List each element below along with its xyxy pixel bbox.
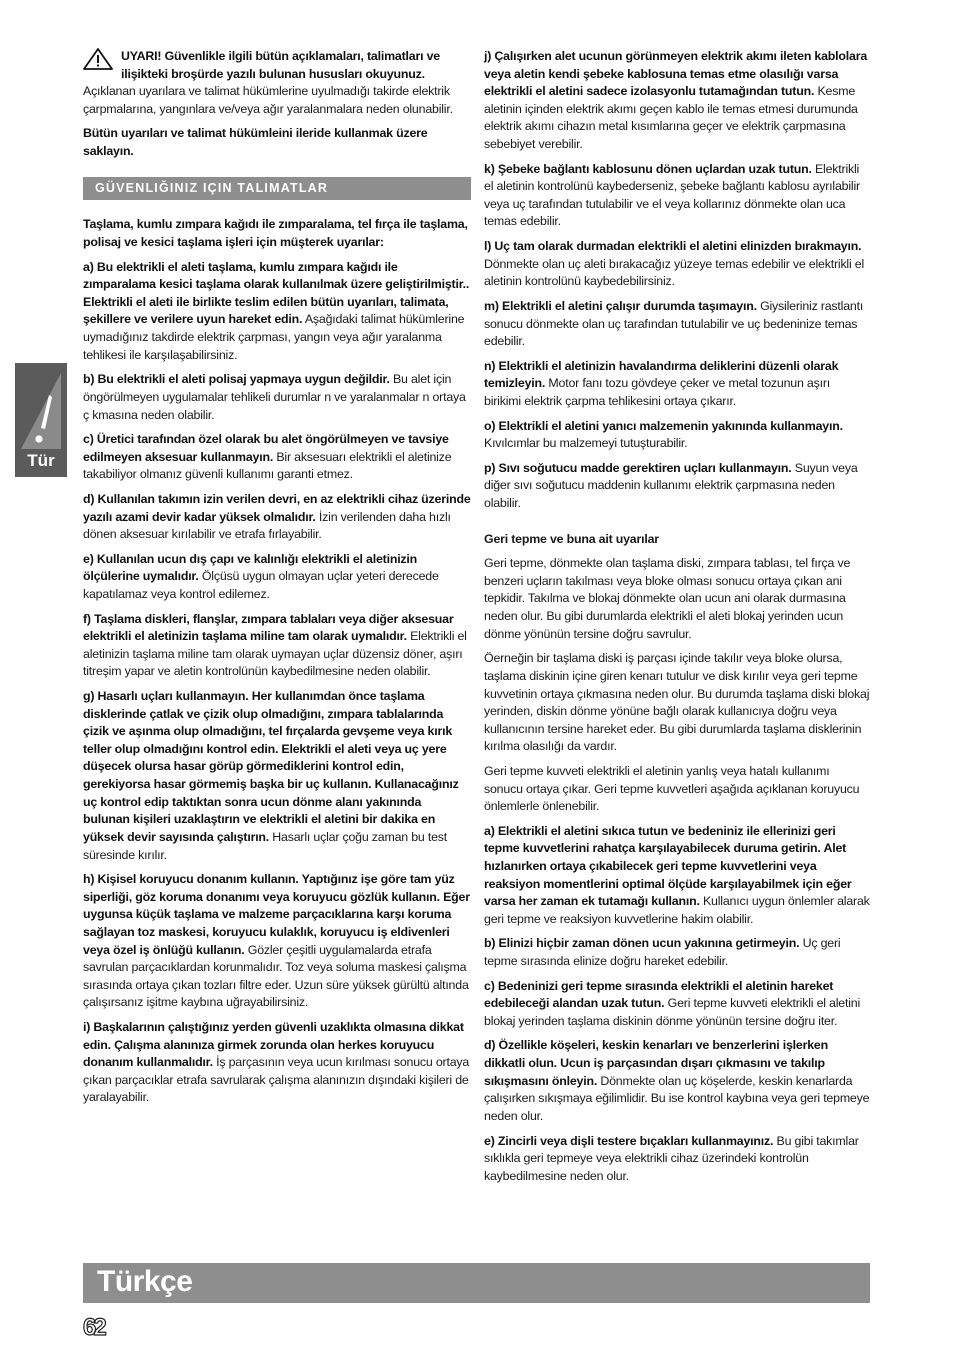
list-item: h) Kişisel koruyucu donanım kullanın. Yaptığınız işe göre tam yüz siperliği, göz koruma donanımı veya koruyucu gözlük kullanın. Eğer uygunsa küçük taşlama ve malzeme parçacıklarına karşı koruma sağlayan toz maskesi, koruyucu kulaklık, koruyucu iş eldivenleri veya özel iş önlüğü kullanın. Gözler çeşitli uygulamalarda etrafa savrulan parçacıklardan korunmalıdır. Toz veya soluma maskesi çalışma sırasında ortaya çıkan tozları filtre eder. Uzun süre yüksek gürültü altında çalışırsanız işitme kaybına uğrayabilirsiniz. <box>83 872 470 1010</box>
list-item: d) Kullanılan takımın izin verilen devri, en az elektrikli cihaz üzerinde yazılı azami devir kadar yüksek olmalıdır. İzin verilenden daha hızlı dönen aksesuar kırılabilir ve etrafa fırlayabilir. <box>83 491 471 542</box>
language-side-tab <box>15 363 67 477</box>
list-item: e) Zincirli veya dişli testere bıçakları kullanmayınız. Bu gibi takımlar sıklıkla geri tepmeye veya elektrikli cihaz üzerindeki kontrolün kaybedilmesine neden olur. <box>484 1133 859 1183</box>
list-item: c) Bedeninizi geri tepme sırasında elektrikli el aletinin hareket edebileceği alandan uzak tutun. Geri tepme kuvveti elektrikli el aletini blokaj yerinden taşlama diskinin dönme yönünün tersine doğru iter. <box>484 978 861 1028</box>
side-tab-label: Tür <box>27 451 55 470</box>
list-item: d) Özellikle köşeleri, keskin kenarları ve benzerlerini işlerken dikkatli olun. Ucun iş parçasından dışarı çıkmasını ve takılıp sıkışmasını önleyin. Dönmekte olan uç köşelerde, keskin kenarlarda çalışırken sıkışmaya eğilimlidir. Bu ise kontrol kaybına veya geri tepmeye neden olur. <box>484 1038 870 1123</box>
warning-block <box>83 48 471 83</box>
list-item: p) Sıvı soğutucu madde gerektiren uçları kullanmayın. Suyun veya diğer sıvı soğutucu maddenin kullanımı elektrik çarpmasına neden olabilir. <box>484 460 858 511</box>
page-number: 62 <box>83 1314 104 1341</box>
right-column <box>484 48 870 1192</box>
intro-text: Taşlama, kumlu zımpara kağıdı ile zımparalama, tel fırça ile taşlama, polisaj ve kesici taşlama işleri için müşterek uyarılar: <box>83 217 468 250</box>
list-item: a) Bu elektrikli el aleti taşlama, kumlu zımpara kağıdı ile zımparalama kesici taşlama olarak kullanılmak üzere geliştirilmiştir.. Elektrikli el aleti ile birlikte teslim edilen bütün uyarıları, talimata, şekillere ve verilere uyun hareket edin. Aşağıdaki talimat hükümlerine uymadığınız takdirde elektrik çarpması, yangın veya ağır yaralanma tehlikesi ile karşılaşabilirsiniz. <box>83 259 470 362</box>
list-item: c) Üretici tarafından özel olarak bu alet öngörülmeyen ve tavsiye edilmeyen aksesuar kullanmayın. Bir aksesuarı elektrikli el aletinize takabiliyor olmanız güvenli kullanımı garanti etmez. <box>83 432 452 482</box>
paragraph: Geri tepme, dönmekte olan taşlama diski, zımpara tablası, tel fırça ve benzeri uçların takılması veya bloke olması sonucu ortaya çıkan ani tepkidir. Takılma ve blokaj dönmekte olan ucun ani olarak durmasına neden olur. Bu gibi durumlarda elektrikli el aleti blokaj yerinden ucun dönme yönünün tersine doğru savrulur. <box>484 556 851 641</box>
list-item: m) Elektrikli el aletini çalışır durumda taşımayın. Giysileriniz rastlantı sonucu dönmekte olan uç tarafından tutulabilir ve uç bedeninize temas edebilir. <box>484 298 864 349</box>
warning-triangle-icon <box>83 48 113 70</box>
warning-title: UYARI! Güvenlikle ilgili bütün açıklamaları, talimatları ve ilişikteki broşürde yazılı bulunan hususları okuyunuz. <box>121 49 440 81</box>
list-item: g) Hasarlı uçları kullanmayın. Her kullanımdan önce taşlama disklerinde çatlak ve çizik olup olmadığını, zımpara tablalarında çizik ve aşınma olup olmadığını, tel fırçalarda gevşeme veya kırık teller olup olmadığını kontrol edin. Elektrikli el aleti veya uç yere düşecek olursa hasar görüp görmediklerini kontrol edin, gerekiyorsa hasar görmemiş başka bir uç kullanın. Kullanacağınız uç kontrol edip taktıktan sonra ucun dönme alanı yakınında bulunan kişileri uzaklaştırın ve elektrikli el aletini bir dakika en yüksek devir sayısında çalıştırın. Hasarlı uçlar çoğu zaman bu test süresinde kırılır. <box>83 689 459 862</box>
list-item: o) Elektrikli el aletini yanıcı malzemenin yakınında kullanmayın. Kıvılcımlar bu malzemeyi tutuşturabilir. <box>484 418 843 451</box>
warning-text: Açıklanan uyarılara ve talimat hükümlerine uyulmadığı takirde elektrik çarpmalarına, yangınlara ve/veya ağır yaralanmalara neden olunabilir. <box>83 84 453 116</box>
list-item: e) Kullanılan ucun dış çapı ve kalınlığı elektrikli el aletinizin ölçülerine uymalıdır. Ölçüsü uygun olmayan uçlar yeteri derecede kapatılamaz veya kontrol edilemez. <box>83 551 439 601</box>
list-item: b) Bu elektrikli el aleti polisaj yapmaya uygun değildir. Bu alet için öngörülmeyen uygulamalar tehlikeli durumlar n ve yaralanmalar n ortaya ç kmasına neden olabilir. <box>83 372 466 422</box>
keep-note: Bütün uyarıları ve talimat hükümleini ileride kullanmak üzere saklayın. <box>83 126 428 159</box>
list-item: l) Uç tam olarak durmadan elektrikli el aletini elinizden bırakmayın. Dönmekte olan uç aleti bırakacağız yüzeye temas edebilir ve elektrikli el aletinin kontrolünü kaybedebilirsiniz. <box>484 239 865 289</box>
warning-icon <box>19 371 63 451</box>
list-item: j) Çalışırken alet ucunun görünmeyen elektrik akımı ileten kablolara veya aletin kendi şebeke kablosuna temas etme olasılığı varsa elektrikli el aletini sadece izolasyonlu tutamağından tutun. Kesme aletinin içinden elektrik akımı geçen kablo ile temas etmesi durumunda elektrik akımı cihazın metal kısımlarına geçer ve elektrik çarpmasına sebebiyet verebilir. <box>484 49 868 152</box>
footer-language-bar <box>83 1263 870 1303</box>
list-item: n) Elektrikli el aletinizin havalandırma deliklerini düzenli olarak temizleyin. Motor fanı tozu gövdeye çeker ve metal tozunun aşırı birikimi elektrik çarpma tehlikesini ortaya çıkarır. <box>484 358 839 408</box>
paragraph: Geri tepme kuvveti elektrikli el aletinin yanlış veya hatalı kullanımı sonucu ortaya çıkar. Geri tepme kuvvetleri aşağıda açıklanan koruyucu önlemlerle önlenebilir. <box>484 763 860 814</box>
list-item: i) Başkalarının çalıştığınız yerden güvenli uzaklıkta olmasına dikkat edin. Çalışma alanınıza girmek zorunda olan herkes koruyucu donanım kullanmalıdır. İş parçasının veya ucun kırılması sonucu ortaya çıkan parçacıklar etrafa savrularak çalışma alanınızın dışındaki kişileri de yaralayabilir. <box>83 1020 470 1105</box>
list-item: a) Elektrikli el aletini sıkıca tutun ve bedeniniz ile ellerinizi geri tepme kuvvetlerini rahatça karşılayabilecek duruma getirin. Alet hızlanırken ortaya çıkabilecek geri tepme kuvvetlerini veya reaksiyon momentlerini optimal ölçüde karşılayabilmek için eğer varsa her zaman ek tutamağı kullanın. Kullanıcı uygun önlemler alarak geri tepme ve reaksiyon kuvvetlerine hakim olabilir. <box>484 823 870 926</box>
list-item: b) Elinizi hiçbir zaman dönen ucun yakınına getirmeyin. Uç geri tepme sırasında elinize doğru hareket edebilir. <box>484 936 841 969</box>
list-item: k) Şebeke bağlantı kablosunu dönen uçlardan uzak tutun. Elektrikli el aletinin kontrolünü kaybederseniz, şebeke bağlantı kablosu ayrılabilir veya uç tarafından tutulabilir ve el veya kollarınız dönmekte olan uca temas edebilir. <box>484 161 860 229</box>
section-title: GÜVENLIĞINIZ IÇIN TALIMATLAR <box>83 177 471 201</box>
paragraph: Öerneğin bir taşlama diski iş parçası içinde takılır veya bloke olursa, taşlama diskinin içine giren kenarı tutulur ve disk kırılır veya geri tepme kuvvetinin ortaya çıkmasına neden olur. Bu durumda taşlama diski blokaj yerinden, diskin dönme yönüne bağlı olarak kullanıcıya doğru veya kullanıcının tersine hareket eder. Bu gibi durumlarda taşlama disklerinin kırılma olasılığı da vardır. <box>484 651 870 754</box>
list-item: f) Taşlama diskleri, flanşlar, zımpara tablaları veya diğer aksesuar elektrikli el aletinizin taşlama miline tam olarak uymalıdır. Elektrikli el aletinizin taşlama miline tam olarak uymayan uçlar düzensiz döner, aşırı titreşim yapar ve aletin kontrolünün kaybedilmesine neden olabilir. <box>83 611 467 679</box>
left-column <box>83 48 471 1114</box>
footer-language: Türkçe <box>97 1265 193 1298</box>
kickback-heading: Geri tepme ve buna ait uyarılar <box>484 531 659 546</box>
